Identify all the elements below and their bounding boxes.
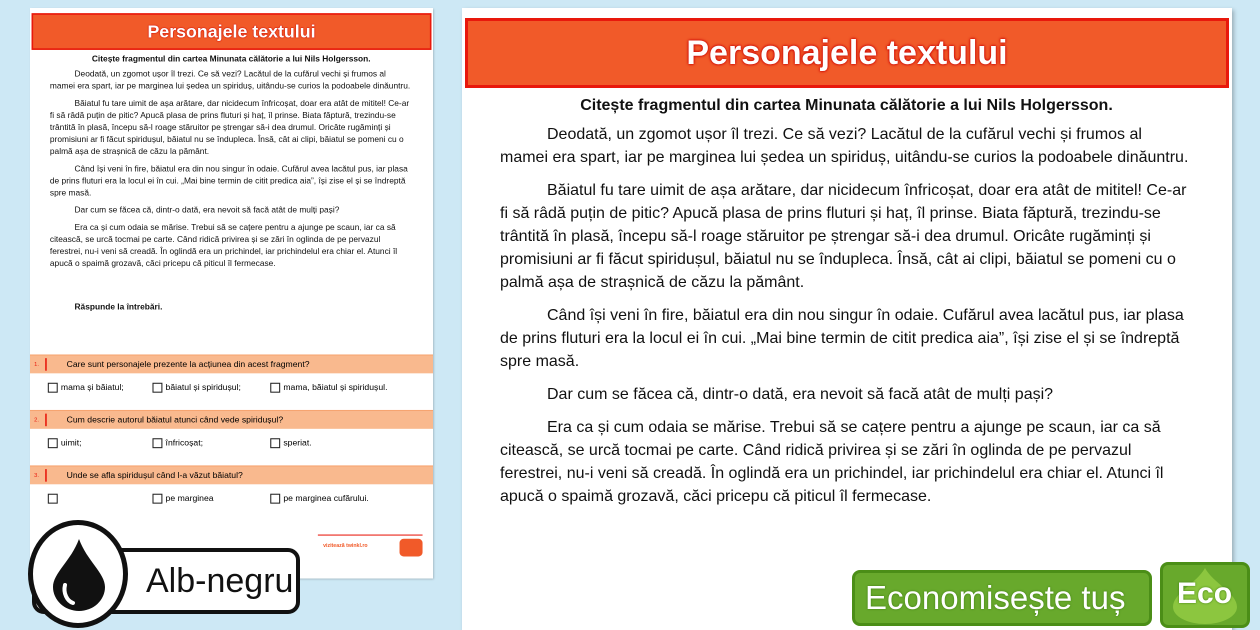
twinkl-logo [400,539,423,557]
questions-heading: Răspunde la întrebări. [74,302,163,312]
eco-label: Economisește tuș [865,579,1126,616]
worksheet-header [465,18,1229,88]
options-1 [48,383,433,393]
options-2 [48,438,433,448]
question-3: 3. Unde se afla spiridușul când l-a văzut băiatul? [30,465,433,484]
checkbox[interactable] [152,438,162,448]
option[interactable]: uimit; [48,438,153,448]
option[interactable]: pe marginea cufărului. [270,494,369,504]
checkbox[interactable] [48,494,58,504]
paragraph: Când își veni în fire, băiatul era din nou singur în odaie. Cufărul avea lacătul pus, iar plasa de prins fluturi era la locul ei în cui. „Mai bine termin de citit predica aia”, își zise el și se îndreptă spre masă. [500,307,1184,370]
checkbox[interactable] [270,438,280,448]
checkbox[interactable] [48,438,58,448]
footer-link[interactable]: vizitează twinkl.ro [323,542,368,549]
paragraph: Dar cum se făcea că, dintr-o dată, era nevoit să facă atât de mulți pași? [74,205,340,215]
checkbox[interactable] [270,383,280,393]
question-1: 1. Care sunt personajele prezente la acțiunea din acest fragment? [30,354,433,373]
paragraph: Era ca și cum odaia se mărise. Trebui să se cațere pentru a ajunge pe scaun, iar ca să citească, se urcă tocmai pe carte. Când ridică privirea și se zări în oglinda de pe pervazul ferestrei, nu-i veni să creadă. În oglindă era un prichindel, iar prichindelul era chiar el. Atunci îl apucă o spaimă grozavă, căci pricepu că piticul îl fermecase. [500,419,1164,505]
ink-drop-icon [28,520,128,628]
instructions: Citește fragmentul din cartea Minunata călătorie a lui Nils Holgersson. [580,97,1113,114]
eco-leaf-badge [1160,562,1250,628]
worksheet-header [32,13,432,50]
paragraph: Când își veni în fire, băiatul era din nou singur în odaie. Cufărul avea lacătul pus, iar plasa de prins fluturi era la locul ei în cui. „Mai bine termin de citit predica aia”, își zise el și se îndreptă spre masă. [49,164,408,198]
options-3 [48,494,433,504]
paragraph: Băiatul fu tare uimit de așa arătare, dar nicidecum înfricoșat, doar era atât de mititel! Ce-ar fi să râdă puțin de pitic? Apucă plasa de prins fluturi și haț, îl prinse. Biata făptură, trezindu-se trântită în plasă, începu să-l roage stăruitor pe ștrengar să-i dea drumul. Oricâte rugăminți și promisiuni ar fi făcut spiridușul, băiatul nu se îndupleca. Însă, cât ai clipi, băiatul se pomeni cu o palmă așa de strașnică de căzu la pământ. [49,99,410,157]
paragraph: Dar cum se făcea că, dintr-o dată, era nevoit să facă atât de mulți pași? [547,386,1054,403]
checkbox[interactable] [270,494,280,504]
black-white-label: Alb-negru [146,562,294,600]
option[interactable]: băiatul și spiridușul; [152,383,270,393]
checkbox[interactable] [48,383,58,393]
option[interactable]: speriat. [270,438,311,448]
option[interactable]: înfricoșat; [152,438,270,448]
paragraph: Băiatul fu tare uimit de așa arătare, dar nicidecum înfricoșat, doar era atât de mititel! Ce-ar fi să râdă puțin de pitic? Apucă plasa de prins fluturi și haț, îl prinse. Biata făptură, trezindu-se trântită în plasă, începu să-l roage stăruitor pe ștrengar să-i dea drumul. Oricâte rugăminți și promisiuni ar fi făcut spiridușul, băiatul nu se îndupleca. Însă, cât ai clipi, băiatul se pomeni cu o palmă așa de strașnică de căzu la pământ. [500,182,1187,291]
question-2: 2. Cum descrie autorul băiatul atunci când vede spiridușul? [30,410,433,429]
instructions: Citește fragmentul din cartea Minunata călătorie a lui Nils Holgersson. [91,54,371,64]
option[interactable]: mama, băiatul și spiridușul. [270,383,387,393]
worksheet-footer [318,535,423,549]
checkbox[interactable] [152,383,162,393]
checkbox[interactable] [152,494,162,504]
eco-short-label: Eco [1177,577,1233,610]
paragraph: Era ca și cum odaia se mărise. Trebui să se cațere pentru a ajunge pe scaun, iar ca să citească, se urcă tocmai pe carte. Când ridică privirea și se zări în oglinda de pe pervazul ferestrei, nu-i veni să creadă. În oglindă era un prichindel, iar prichindelul era chiar el. Atunci îl apucă o spaimă grozavă, căci pricepu că piticul îl fermecase. [49,223,398,269]
paragraph: Deodată, un zgomot ușor îl trezi. Ce să vezi? Lacătul de la cufărul vechi și frumos al mamei era spart, iar pe marginea lui ședea un spiriduș, uitându-se curios la podoabele dinăuntru. [500,126,1189,166]
worksheet-title: Personajele textului [686,33,1008,72]
worksheet-thumbnail[interactable] [30,8,433,579]
option[interactable]: mama și băiatul; [48,383,153,393]
eco-badge [852,570,1152,626]
option[interactable]: pe marginea [152,494,270,504]
paragraph: Deodată, un zgomot ușor îl trezi. Ce să vezi? Lacătul de la cufărul vechi și frumos al mamei era spart, iar pe marginea lui ședea un spiriduș, uitându-se curios la podoabele dinăuntru. [49,69,411,91]
worksheet-title: Personajele textului [147,21,316,42]
worksheet-preview [462,8,1232,630]
option[interactable] [48,494,153,504]
